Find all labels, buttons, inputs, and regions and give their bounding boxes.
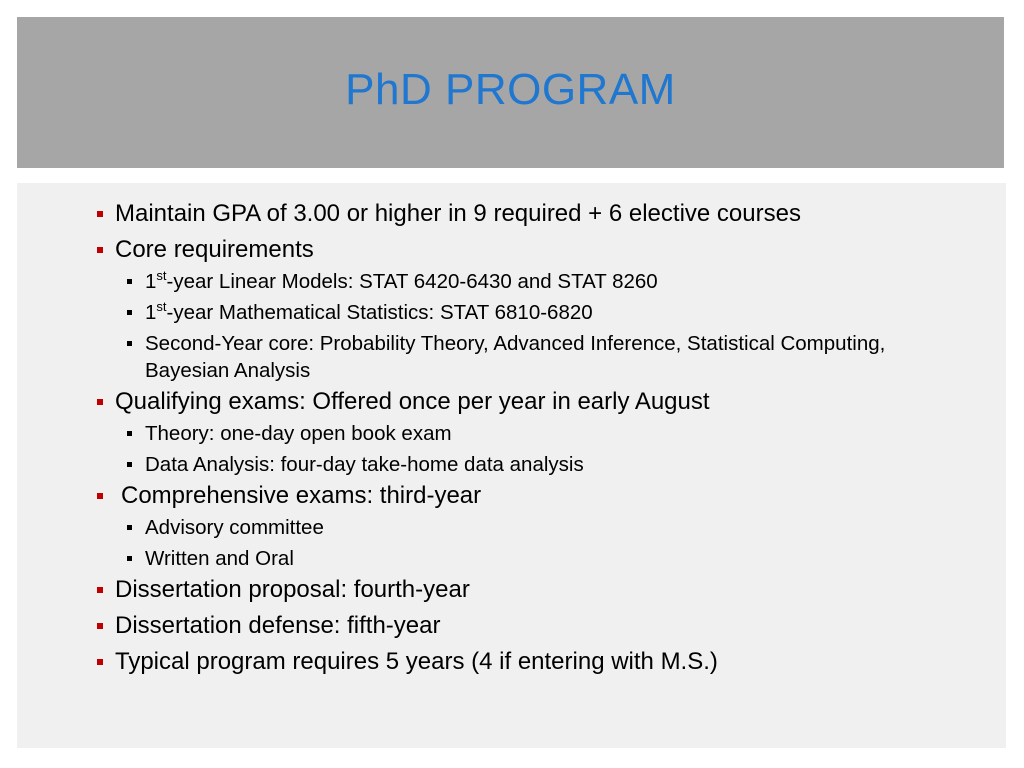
sub-bullet-list — [115, 514, 917, 572]
bullet-list — [77, 196, 917, 680]
sub-bullet-advisory-committee — [77, 514, 917, 541]
small-square-bullet-icon — [127, 431, 132, 436]
bullet-dissertation-defense — [77, 608, 917, 644]
sub-bullet-linear-models — [77, 268, 917, 295]
sub-bullet-written-oral — [77, 545, 917, 572]
sub-bullet-text: Theory: one-day open book exam — [145, 422, 452, 445]
bullet-dissertation-proposal — [77, 572, 917, 608]
bullet-core-requirements — [77, 232, 917, 384]
bullet-comprehensive-exams — [77, 478, 917, 572]
bullet-text: Dissertation proposal: fourth-year — [115, 576, 470, 603]
sub-bullet-math-stats — [77, 299, 917, 326]
bullet-program-length — [77, 644, 917, 680]
sub-bullet-text: Advisory committee — [145, 516, 324, 539]
bullet-text: Core requirements — [115, 236, 314, 263]
ordinal-suffix: st — [156, 268, 167, 283]
sub-bullet-ordinal: 1 — [145, 270, 157, 293]
square-bullet-icon — [97, 587, 103, 593]
small-square-bullet-icon — [127, 525, 132, 530]
square-bullet-icon — [97, 247, 103, 253]
sub-bullet-list — [115, 420, 917, 478]
square-bullet-icon — [97, 623, 103, 629]
bullet-text: Typical program requires 5 years (4 if entering with M.S.) — [115, 648, 718, 675]
bullet-text: Dissertation defense: fifth-year — [115, 612, 441, 639]
sub-bullet-second-year-core — [77, 330, 917, 384]
sub-bullet-ordinal: 1 — [145, 301, 157, 324]
sub-bullet-text: Data Analysis: four-day take-home data analysis — [145, 453, 584, 476]
sub-bullet-text: Written and Oral — [145, 547, 294, 570]
square-bullet-icon — [97, 659, 103, 665]
square-bullet-icon — [97, 211, 103, 217]
small-square-bullet-icon — [127, 462, 132, 467]
sub-bullet-theory — [77, 420, 917, 447]
bullet-gpa — [77, 196, 917, 232]
small-square-bullet-icon — [127, 556, 132, 561]
square-bullet-icon — [97, 399, 103, 405]
bullet-qualifying-exams — [77, 384, 917, 478]
bullet-text: Qualifying exams: Offered once per year in early August — [115, 388, 710, 415]
sub-bullet-text: -year Mathematical Statistics: STAT 6810-6820 — [166, 301, 593, 324]
small-square-bullet-icon — [127, 341, 132, 346]
title-band — [17, 17, 1004, 168]
bullet-text: Comprehensive exams: third-year — [121, 482, 482, 509]
small-square-bullet-icon — [127, 279, 132, 284]
sub-bullet-text: Second-Year core: Probability Theory, Advanced Inference, Statistical Computing, Bayesian Analysis — [145, 332, 886, 382]
ordinal-suffix: st — [156, 299, 167, 314]
sub-bullet-data-analysis — [77, 451, 917, 478]
bullet-text: Maintain GPA of 3.00 or higher in 9 required + 6 elective courses — [115, 200, 801, 227]
square-bullet-icon — [97, 493, 103, 499]
sub-bullet-text: -year Linear Models: STAT 6420-6430 and STAT 8260 — [166, 270, 658, 293]
sub-bullet-list — [115, 268, 917, 384]
small-square-bullet-icon — [127, 310, 132, 315]
slide-title: PhD PROGRAM — [345, 64, 676, 114]
